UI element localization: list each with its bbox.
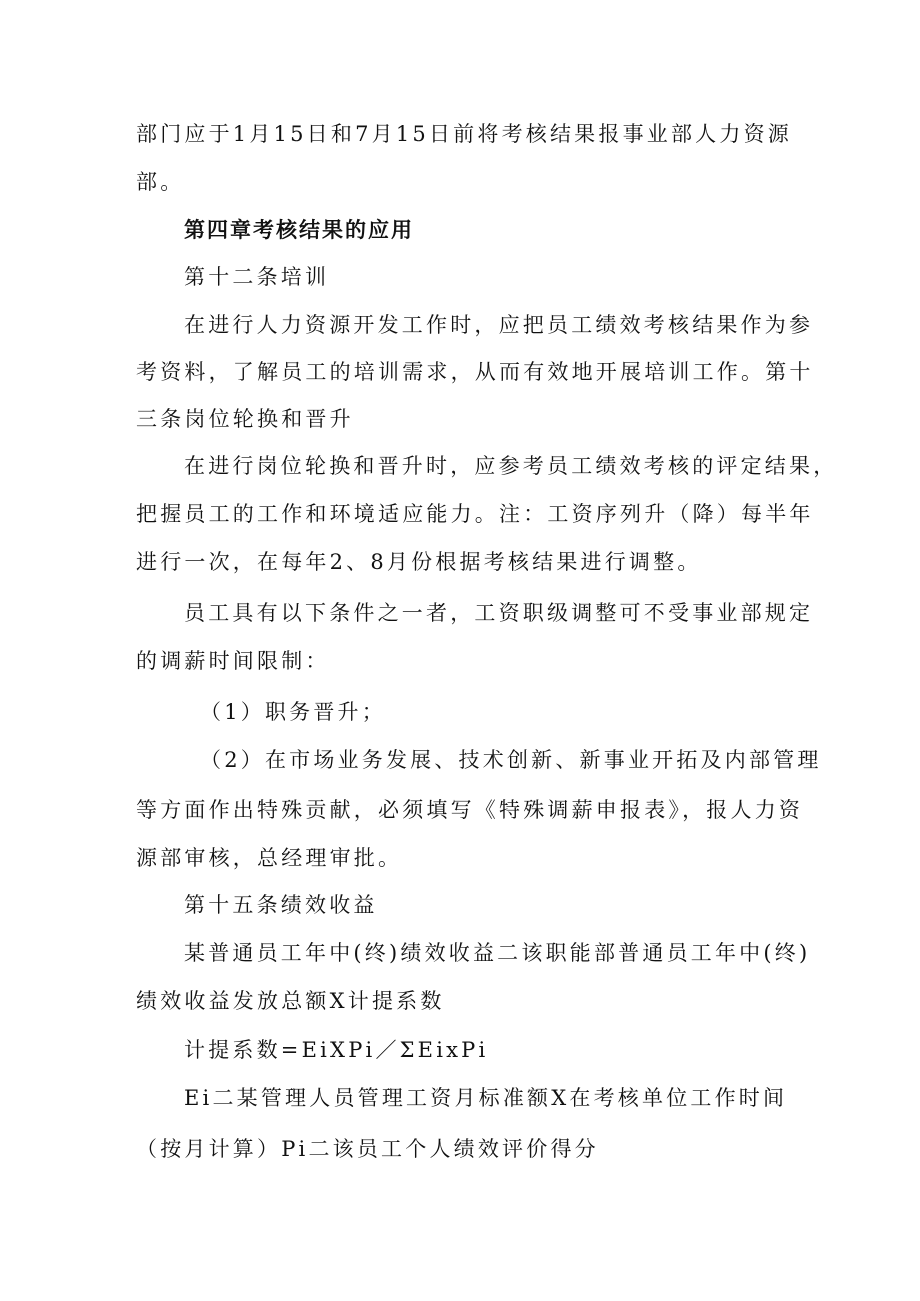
list-item: （2）在市场业务发展、技术创新、新事业开拓及内部管理 [200,748,822,772]
text-line: 员工具有以下条件之一者，工资职级调整可不受事业部规定 [184,601,814,625]
text-line: 考资料，了解员工的培训需求，从而有效地开展培训工作。第十 [136,360,814,384]
text-line: 在进行人力资源开发工作时，应把员工绩效考核结果作为参 [184,313,814,337]
text-line: 绩效收益发放总额X计提系数 [136,989,445,1013]
formula-line: 计提系数=EiXPi／ΣEixPi [184,1038,489,1062]
text-line: 部。 [136,170,185,194]
text-line: 的调薪时间限制： [136,649,330,673]
text-line: 把握员工的工作和环境适应能力。注：工资序列升（降）每半年 [136,502,814,526]
text-line: 某普通员工年中(终)绩效收益二该职能部普通员工年中(终) [184,941,811,965]
chapter-heading: 第四章考核结果的应用 [184,217,414,242]
article-heading: 第十二条培训 [184,265,330,289]
text-line: 三条岗位轮换和晋升 [136,407,354,431]
text-line: 在进行岗位轮换和晋升时，应参考员工绩效考核的评定结果， [184,454,838,478]
text-line: 进行一次，在每年2、8月份根据考核结果进行调整。 [136,550,702,574]
list-item: （1）职务晋升； [200,700,386,724]
text-line: Ei二某管理人员管理工资月标准额X在考核单位工作时间 [184,1086,788,1110]
text-line: 等方面作出特殊贡献，必须填写《特殊调薪申报表》，报人力资 [136,798,804,822]
text-line: 部门应于1月15日和7月15日前将考核结果报事业部人力资源 [136,122,792,146]
article-heading: 第十五条绩效收益 [184,893,378,917]
text-line: （按月计算）Pi二该员工个人绩效评价得分 [136,1137,599,1161]
text-line: 源部审核，总经理审批。 [136,846,403,870]
